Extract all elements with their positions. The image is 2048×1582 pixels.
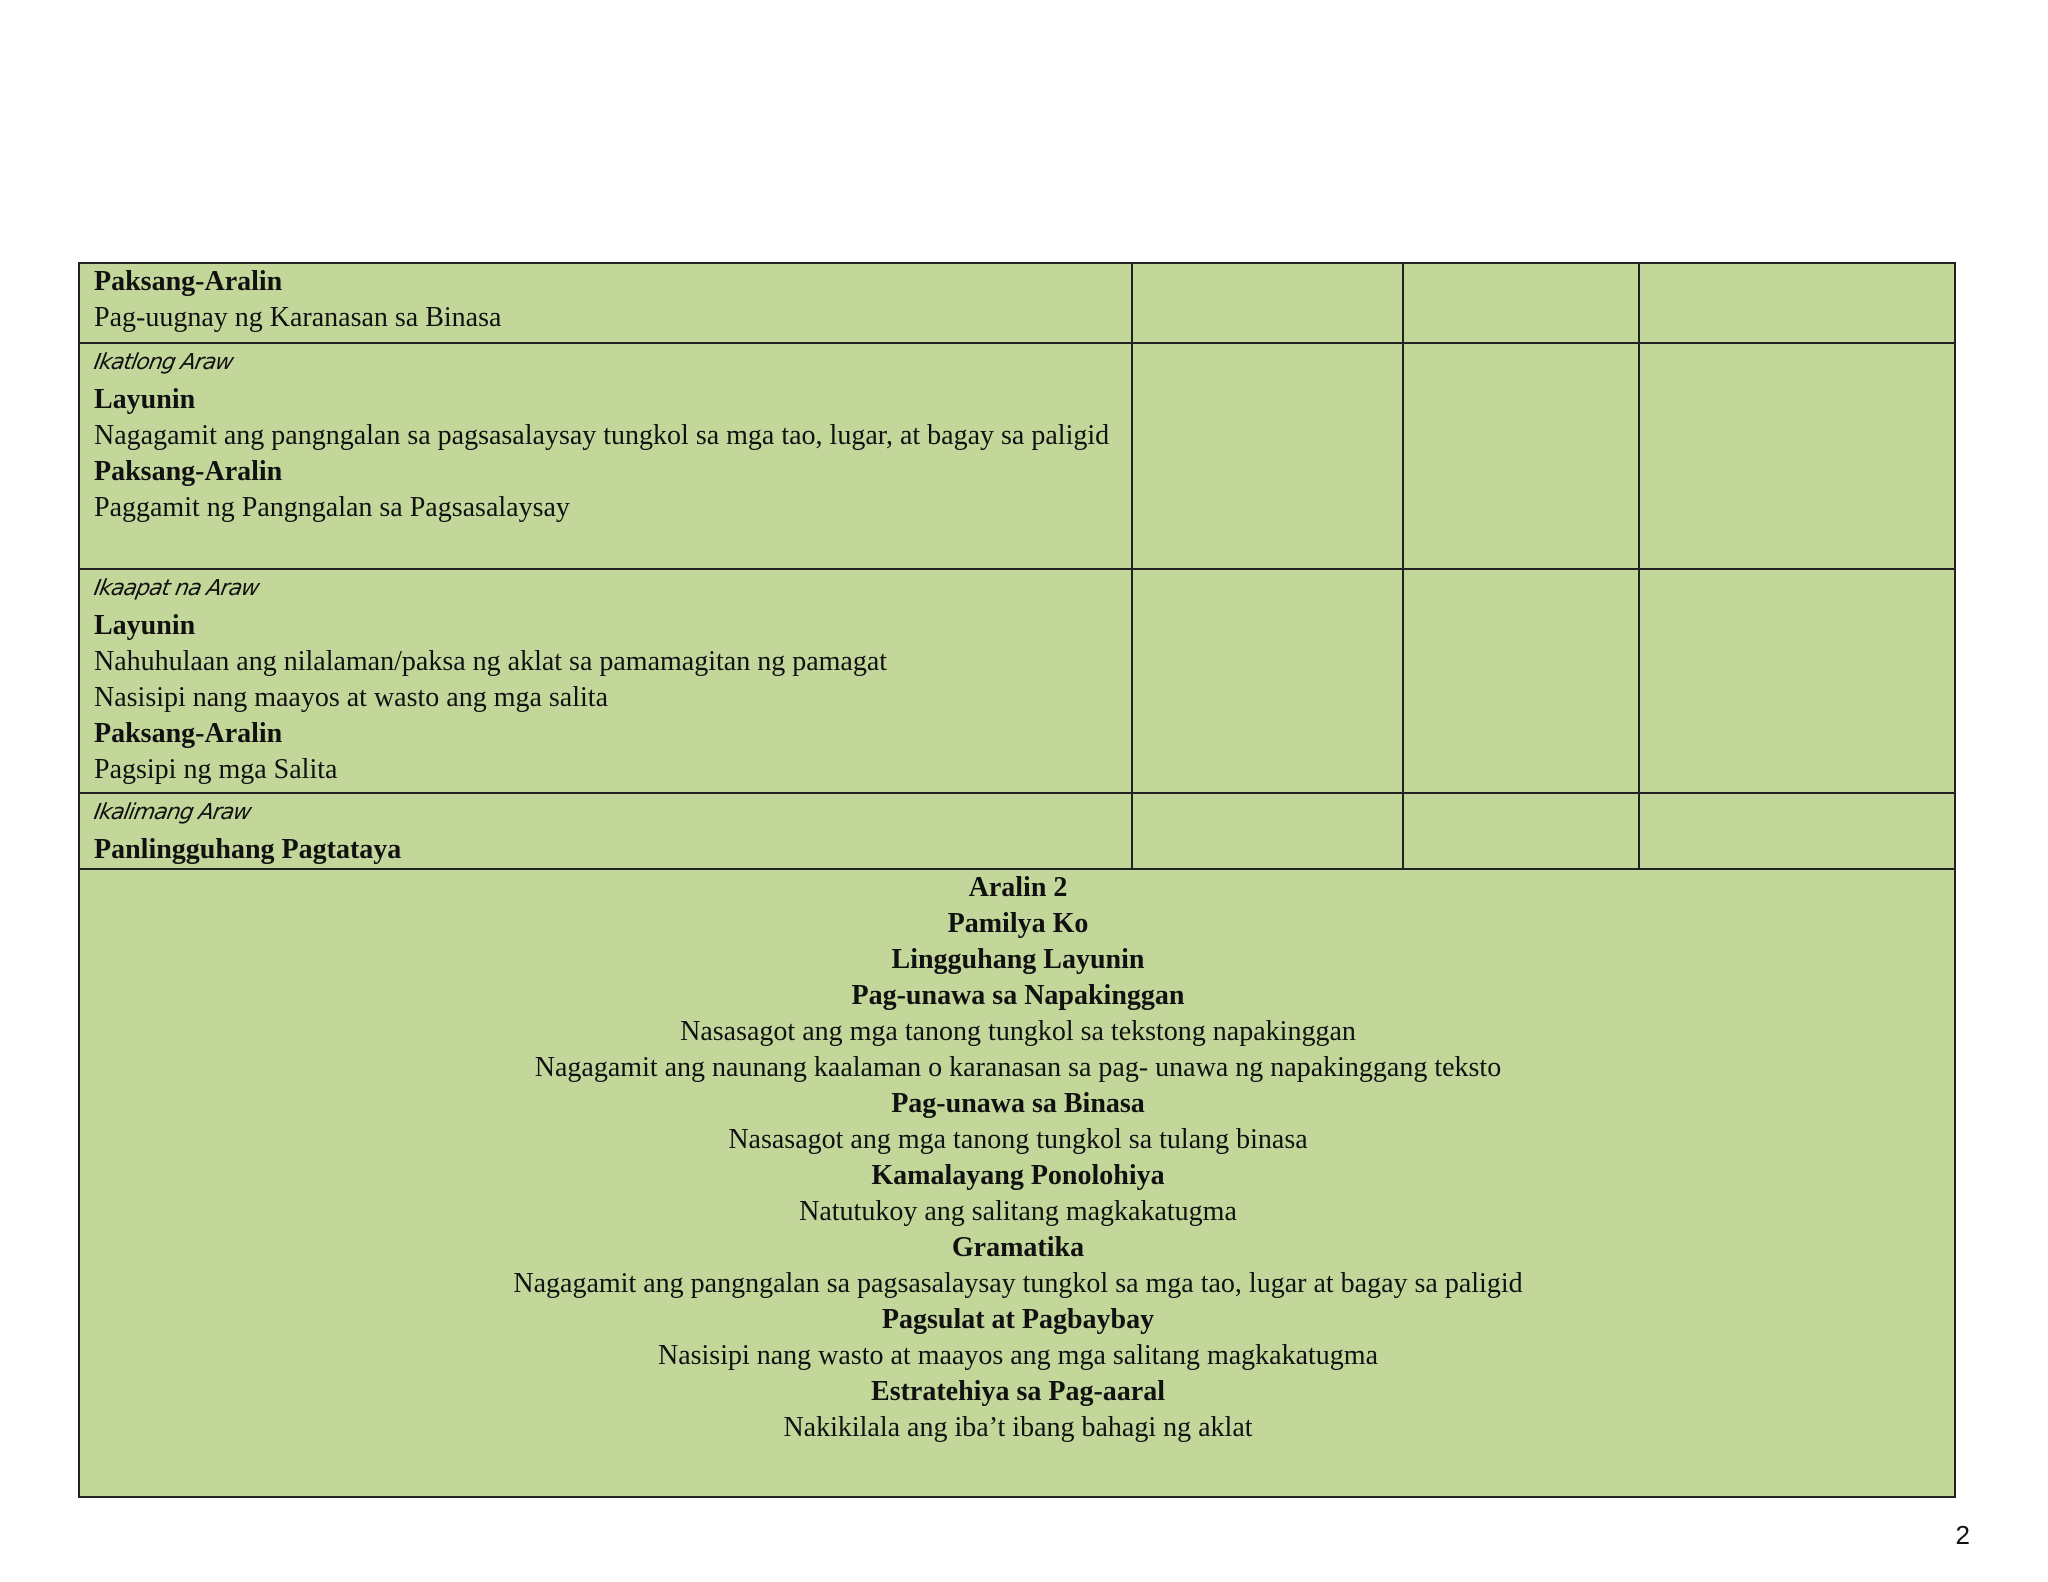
section-item: Nasisipi nang wasto at maayos ang mga salitang magkakatugma	[657, 1340, 1379, 1371]
empty-cell	[1639, 343, 1955, 569]
empty-cell	[1132, 569, 1403, 793]
empty-cell	[1132, 263, 1403, 343]
page-number: 2	[1955, 1520, 1970, 1550]
content-cell	[79, 343, 1132, 569]
table-row	[79, 569, 1955, 793]
empty-cell	[1403, 569, 1639, 793]
lesson-title: Aralin 2	[968, 872, 1068, 903]
weekly-objectives-heading: Lingguhang Layunin	[891, 944, 1145, 975]
topic-text: Pagsipi ng mga Salita	[94, 754, 338, 785]
topic-label: Paksang-Aralin	[94, 718, 283, 749]
empty-cell	[1639, 569, 1955, 793]
objective-text: Nahuhulaan ang nilalaman/paksa ng aklat sa pamamagitan ng pamagat	[94, 646, 888, 677]
empty-cell	[1403, 263, 1639, 343]
topic-label: Paksang-Aralin	[94, 266, 283, 297]
content-cell	[79, 569, 1132, 793]
objective-text: Nasisipi nang maayos at wasto ang mga salita	[94, 682, 608, 713]
topic-text: Pag-uugnay ng Karanasan sa Binasa	[94, 302, 502, 333]
lesson-plan-table	[78, 262, 1956, 1498]
section-item: Nasasagot ang mga tanong tungkol sa tekstong napakinggan	[680, 1016, 1356, 1047]
content-cell	[79, 263, 1132, 343]
table-row	[79, 793, 1955, 869]
section-item: Nagagamit ang pangngalan sa pagsasalaysay tungkol sa mga tao, lugar at bagay sa paligid	[513, 1268, 1523, 1299]
section-heading: Gramatika	[951, 1232, 1085, 1263]
lesson-subtitle: Pamilya Ko	[947, 908, 1089, 939]
empty-cell	[1639, 793, 1955, 869]
section-item: Nagagamit ang naunang kaalaman o karanasan sa pag- unawa ng napakinggang teksto	[534, 1052, 1502, 1083]
topic-text: Paggamit ng Pangngalan sa Pagsasalaysay	[94, 492, 570, 523]
day-label: Ikaapat na Araw	[91, 576, 261, 601]
section-heading: Kamalayang Ponolohiya	[871, 1160, 1165, 1191]
section-heading: Pag-unawa sa Napakinggan	[851, 980, 1185, 1011]
section-item: Nasasagot ang mga tanong tungkol sa tulang binasa	[728, 1124, 1308, 1155]
section-item: Nakikilala ang iba’t ibang bahagi ng aklat	[783, 1412, 1253, 1443]
empty-cell	[1132, 793, 1403, 869]
section-heading: Pag-unawa sa Binasa	[891, 1088, 1145, 1119]
topic-label: Paksang-Aralin	[94, 456, 283, 487]
empty-cell	[1639, 263, 1955, 343]
objective-label: Layunin	[94, 384, 196, 415]
objective-label: Layunin	[94, 610, 196, 641]
table-row	[79, 869, 1955, 1497]
day-label: Ikatlong Araw	[91, 350, 235, 375]
empty-cell	[1403, 343, 1639, 569]
objective-text: Nagagamit ang pangngalan sa pagsasalaysay tungkol sa mga tao, lugar, at bagay sa paligid	[94, 420, 1110, 451]
lesson-summary-cell	[79, 869, 1955, 1497]
section-heading: Estratehiya sa Pag-aaral	[871, 1376, 1165, 1407]
table-row	[79, 343, 1955, 569]
assessment-label: Panlingguhang Pagtataya	[94, 834, 402, 865]
content-cell	[79, 793, 1132, 869]
day-label: Ikalimang Araw	[91, 800, 253, 825]
empty-cell	[1403, 793, 1639, 869]
empty-cell	[1132, 343, 1403, 569]
table-row	[79, 263, 1955, 343]
section-item: Natutukoy ang salitang magkakatugma	[799, 1196, 1237, 1227]
section-heading: Pagsulat at Pagbaybay	[881, 1304, 1155, 1335]
